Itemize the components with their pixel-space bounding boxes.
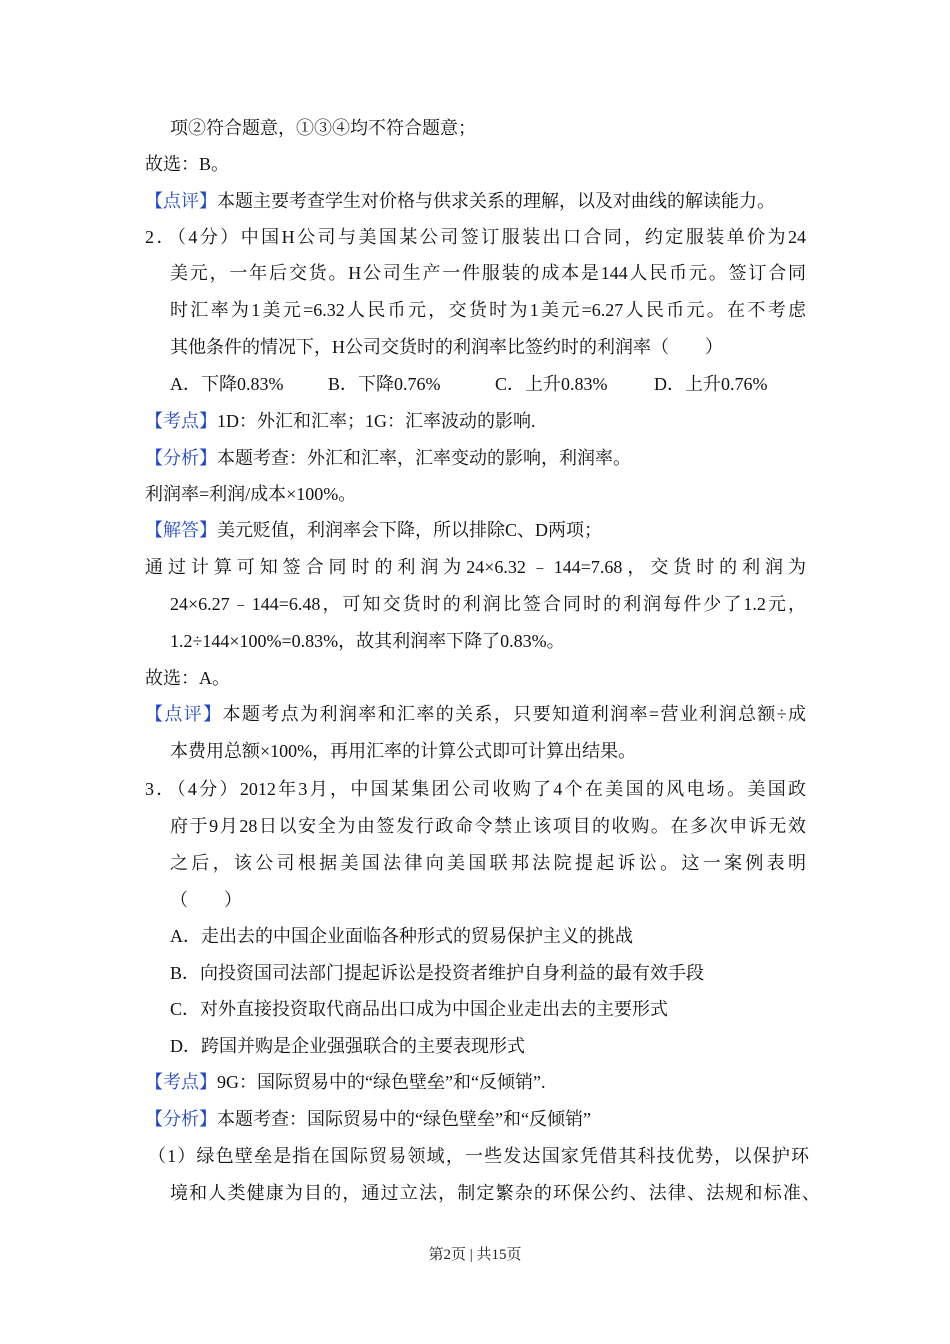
- option-b: B．下降0.76%: [328, 374, 441, 394]
- text-line: 故选：B。: [145, 154, 230, 174]
- section-tag: 【考点】: [145, 411, 217, 431]
- section-tag: 【点评】: [145, 191, 217, 211]
- question-3-blank: （ ）: [170, 890, 242, 910]
- page-footer: 第2页 | 共15页: [428, 1247, 522, 1263]
- text-line: 1.2÷144×100%=0.83%，故其利润率下降了0.83%。: [170, 631, 565, 651]
- jieda-line: [145, 517, 602, 543]
- section-tag: 【解答】: [145, 520, 217, 540]
- section-tag: 【分析】: [145, 1109, 217, 1129]
- option-a: A．下降0.83%: [170, 374, 284, 394]
- fenxi-line: [145, 445, 631, 471]
- kaodian-line: [145, 1069, 545, 1095]
- text-content: 本题考查：国际贸易中的“绿色壁垒”和“反倾销”: [217, 1109, 591, 1129]
- question-3-line: 之后，该公司根据美国法律向美国联邦法院提起诉讼。这一案例表明: [170, 853, 806, 873]
- kaodian-line: [145, 408, 536, 434]
- question-3-line: 3．（4分）2012年3月，中国某集团公司收购了4个在美国的风电场。美国政: [145, 779, 806, 799]
- question-3-line: 府于9月28日以安全为由签发行政命令禁止该项目的收购。在多次申诉无效: [170, 816, 806, 836]
- text-content: 本题考点为利润率和汇率的关系，只要知道利润率=营业利润总额÷成: [222, 704, 806, 724]
- option-d: D．上升0.76%: [654, 374, 768, 394]
- text-line: 项②符合题意，①③④均不符合题意；: [170, 118, 476, 138]
- comment-line: [145, 701, 806, 727]
- section-tag: 【分析】: [145, 448, 217, 468]
- text-line: 境和人类健康为目的，通过立法，制定繁杂的环保公约、法律、法规和标准、: [170, 1183, 820, 1203]
- fenxi-line: [145, 1106, 591, 1132]
- text-content: 1D：外汇和汇率；1G：汇率波动的影响.: [217, 411, 536, 431]
- option-b: B．向投资国司法部门提起诉讼是投资者维护自身利益的最有效手段: [170, 963, 705, 983]
- text-line: 本费用总额×100%，再用汇率的计算公式即可计算出结果。: [170, 741, 637, 761]
- question-2-line: 2．（4分）中国H公司与美国某公司签订服装出口合同，约定服装单价为24: [145, 227, 806, 247]
- question-2-options: [170, 371, 810, 397]
- section-tag: 【点评】: [145, 704, 223, 724]
- text-line: 通过计算可知签合同时的利润为24×6.32﹣144=7.68，交货时的利润为: [145, 557, 806, 577]
- text-line: 24×6.27﹣144=6.48，可知交货时的利润比签合同时的利润每件少了1.2元，: [170, 594, 806, 614]
- option-c: C．对外直接投资取代商品出口成为中国企业走出去的主要形式: [170, 999, 669, 1019]
- comment-line: [145, 188, 775, 214]
- option-d: D．跨国并购是企业强强联合的主要表现形式: [170, 1036, 525, 1056]
- text-line: 故选：A。: [145, 668, 230, 688]
- text-line: （1）绿色壁垒是指在国际贸易领域，一些发达国家凭借其科技优势，以保护环: [148, 1146, 809, 1166]
- option-c: C．上升0.83%: [495, 374, 608, 394]
- section-tag: 【考点】: [145, 1072, 217, 1092]
- question-2-line: 其他条件的情况下，H公司交货时的利润率比签约时的利润率（ ）: [170, 337, 723, 357]
- option-a: A．走出去的中国企业面临各种形式的贸易保护主义的挑战: [170, 926, 633, 946]
- text-content: 9G：国际贸易中的“绿色壁垒”和“反倾销”.: [217, 1072, 546, 1092]
- question-2-line: 时汇率为1美元=6.32人民币元，交货时为1美元=6.27人民币元。在不考虑: [170, 300, 806, 320]
- text-content: 本题主要考查学生对价格与供求关系的理解，以及对曲线的解读能力。: [217, 191, 775, 211]
- text-line: 利润率=利润/成本×100%。: [145, 484, 357, 504]
- text-content: 本题考查：外汇和汇率，汇率变动的影响，利润率。: [217, 448, 631, 468]
- text-content: 美元贬值，利润率会下降，所以排除C、D两项；: [217, 520, 603, 540]
- question-2-line: 美元，一年后交货。H公司生产一件服装的成本是144人民币元。签订合同: [170, 263, 806, 283]
